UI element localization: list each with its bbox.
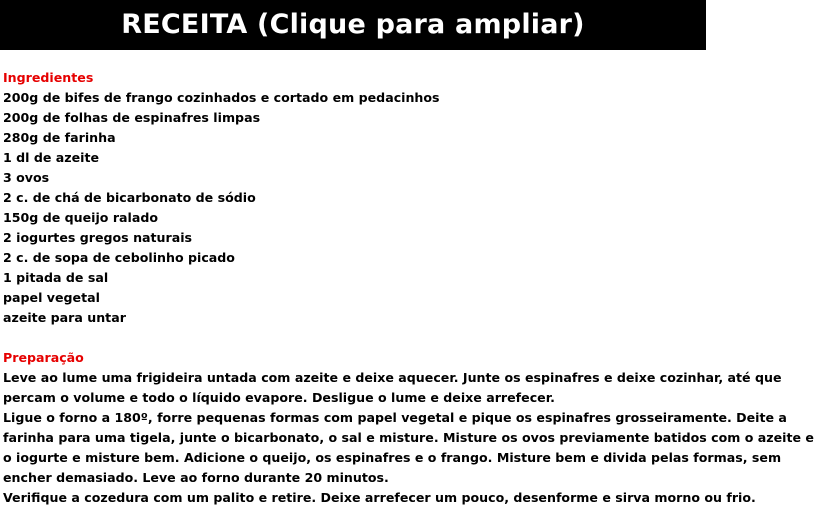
ingredient-item: 150g de queijo ralado [3,210,159,225]
ingredient-item: 2 c. de chá de bicarbonato de sódio [3,190,256,205]
ingredient-item: 3 ovos [3,170,50,185]
preparation-line: farinha para uma tigela, junte o bicarbonato, o sal e misture. Misture os ovos previamente batidos com o azeite e [3,430,814,445]
preparation-line: o iogurte e misture bem. Adicione o queijo, os espinafres e o frango. Misture bem e divida pelas formas, sem [3,450,782,465]
ingredient-item: 2 iogurtes gregos naturais [3,230,193,245]
preparation-line: Leve ao lume uma frigideira untada com azeite e deixe aquecer. Junte os espinafres e deixe cozinhar, até que [3,370,782,385]
preparation-line: Ligue o forno a 180º, forre pequenas formas com papel vegetal e pique os espinafres grosseiramente. Deite a [3,410,787,425]
recipe-content [3,68,814,508]
preparation-line: percam o volume e todo o líquido evapore. Desligue o lume e deixe arrefecer. [3,390,555,405]
page-title[interactable]: RECEITA (Clique para ampliar) [121,9,585,40]
ingredient-item: papel vegetal [3,290,100,305]
ingredient-item: 1 pitada de sal [3,270,109,285]
preparation-line: encher demasiado. Leve ao forno durante 20 minutos. [3,470,389,485]
ingredient-item: 200g de folhas de espinafres limpas [3,110,261,125]
section-spacer [3,328,703,348]
ingredient-item: 1 dl de azeite [3,150,100,165]
ingredients-heading: Ingredientes [3,70,94,85]
preparation-line: Verifique a cozedura com um palito e retire. Deixe arrefecer um pouco, desenforme e sirva morno ou frio. [3,490,756,505]
ingredient-item: 280g de farinha [3,130,116,145]
preparation-heading: Preparação [3,350,84,365]
ingredient-item: azeite para untar [3,310,126,325]
ingredient-item: 2 c. de sopa de cebolinho picado [3,250,235,265]
ingredient-item: 200g de bifes de frango cozinhados e cortado em pedacinhos [3,90,440,105]
page-title-banner[interactable] [0,0,706,50]
